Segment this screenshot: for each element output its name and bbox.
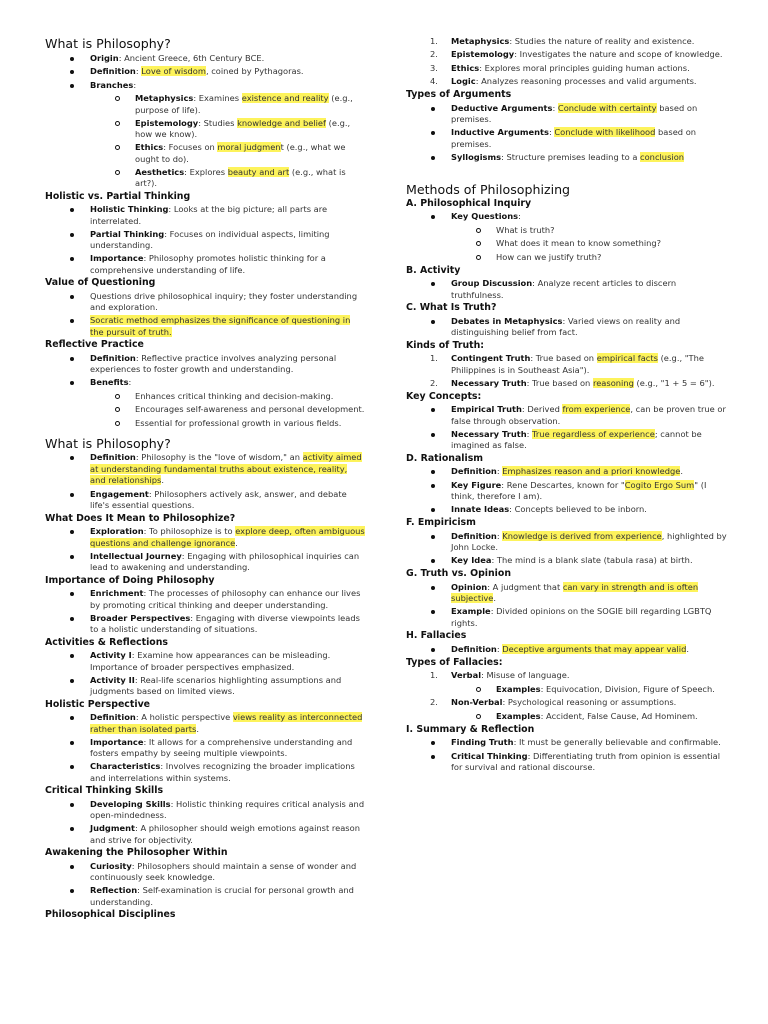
- list-item: [451, 555, 728, 567]
- item-label: Definition: [451, 643, 497, 654]
- item-text-after: .: [235, 537, 238, 548]
- item-text: : It must be generally believable and confirmable.: [513, 737, 721, 747]
- item-text: : True based on: [530, 353, 597, 363]
- list-item: [451, 531, 728, 554]
- highlighted-text: beauty and art: [227, 166, 290, 177]
- list-item: [90, 737, 365, 760]
- item-label: Reflection: [90, 885, 138, 895]
- item-text: : Differentiating truth from opinion is essential for survival and rational discourse.: [451, 750, 721, 772]
- item-text: :: [135, 66, 142, 76]
- item-label: Importance: [90, 736, 144, 747]
- item-text-after: .: [196, 723, 199, 734]
- item-label: Opinion: [451, 581, 488, 592]
- item-text: : Psychological reasoning or assumptions.: [502, 697, 677, 707]
- item-label: Branches: [90, 79, 134, 90]
- item-text: : Involves recognizing the broader implications and interrelations within systems.: [90, 761, 355, 783]
- item-label: Aesthetics: [135, 166, 185, 177]
- item-label: Definition: [451, 466, 497, 476]
- sub-list-item: [496, 711, 728, 723]
- item-text: : A judgment that: [487, 581, 563, 592]
- section-title: Methods of Philosophizing: [406, 181, 571, 197]
- section-heading: Types of Arguments: [406, 89, 512, 100]
- sub-list-item: [135, 93, 365, 116]
- item-text: : Concepts believed to be inborn.: [509, 504, 647, 514]
- list-item: [90, 315, 365, 338]
- item-text: : Derived: [521, 404, 563, 414]
- item-label: Definition: [90, 712, 136, 722]
- item-text: : A philosopher should weigh emotions against reason and strive for objectivity.: [90, 823, 360, 845]
- item-text: : Explores: [184, 166, 228, 177]
- highlighted-text: True regardless of experience: [532, 428, 655, 439]
- item-text: :: [548, 127, 555, 137]
- item-label: Holistic Thinking: [90, 204, 169, 214]
- item-text-after: (e.g., "The Philippines is in Southeast Asia").: [451, 353, 704, 375]
- numbered-item: [430, 49, 728, 61]
- item-text: : A holistic perspective: [135, 712, 233, 722]
- item-text: : Divided opinions on the SOGIE bill regarding LGBTQ rights.: [451, 606, 712, 628]
- list-item: [451, 429, 728, 452]
- numbered-item: [430, 697, 728, 709]
- item-label: Metaphysics: [451, 35, 510, 46]
- item-label: Exploration: [90, 526, 144, 536]
- list-item: [451, 751, 728, 774]
- highlighted-text: Socratic method emphasizes the significance of questioning in the pursuit of truth.: [90, 315, 351, 337]
- numbered-item: [430, 377, 728, 390]
- item-label: Origin: [90, 52, 119, 63]
- item-text-after: (e.g., purpose of life).: [135, 93, 353, 115]
- item-label: Example: [451, 606, 491, 616]
- list-item: [90, 885, 365, 908]
- sub-list-item: [496, 225, 728, 237]
- item-label: Key Idea: [451, 555, 492, 565]
- item-label: Activity I: [90, 650, 132, 660]
- section-heading: C. What Is Truth?: [406, 302, 497, 313]
- section-title: What is Philosophy?: [45, 435, 171, 451]
- section-heading: Importance of Doing Philosophy: [45, 574, 215, 586]
- section-heading: H. Fallacies: [406, 630, 467, 641]
- item-label: Verbal: [451, 670, 482, 680]
- item-text-after: based on premises.: [451, 102, 698, 124]
- item-label: Developing Skills: [90, 798, 171, 809]
- item-label: Innate Ideas: [451, 504, 510, 514]
- item-label: Non-Verbal: [451, 697, 503, 707]
- list-item: [90, 229, 365, 252]
- list-item: [90, 489, 365, 512]
- item-text: : To philosophize is to: [143, 526, 236, 536]
- highlighted-text: from experience: [562, 404, 631, 414]
- highlighted-text: reasoning: [592, 377, 634, 388]
- item-text-after: , can be proven true or false through observation.: [451, 404, 726, 426]
- section-heading: Value of Questioning: [45, 277, 156, 288]
- numbered-item: [430, 62, 728, 75]
- section-heading: Awakening the Philosopher Within: [45, 847, 228, 858]
- item-text: :: [526, 428, 533, 439]
- item-text: Encourages self-awareness and personal development.: [135, 404, 365, 414]
- list-item: [451, 278, 728, 301]
- list-item: [451, 127, 728, 150]
- section-heading: Key Concepts:: [406, 390, 482, 402]
- item-text-after: .: [680, 466, 683, 476]
- item-text-after: , highlighted by John Locke.: [451, 530, 727, 552]
- highlighted-text: activity aimed at understanding fundamental truths about existence, reality, and relationships: [90, 452, 362, 485]
- item-label: Importance: [90, 253, 144, 263]
- list-item: [451, 152, 728, 164]
- list-item: [90, 861, 365, 884]
- item-label: Debates in Metaphysics: [451, 315, 563, 326]
- list-item: [451, 103, 728, 126]
- list-item: [90, 377, 365, 389]
- item-number: 2.: [430, 49, 438, 59]
- item-text: : Misuse of language.: [481, 670, 570, 680]
- list-item: [90, 712, 365, 735]
- section-heading: A. Philosophical Inquiry: [406, 197, 532, 209]
- item-text: :: [496, 643, 503, 654]
- item-label: Key Questions: [451, 211, 519, 221]
- item-text-after: .: [686, 643, 690, 654]
- item-text-after: .: [493, 593, 497, 603]
- highlighted-text: Emphasizes reason and a priori knowledge: [502, 466, 681, 476]
- item-text: : Holistic thinking requires critical analysis and open-mindedness.: [90, 798, 365, 820]
- item-label: Deductive Arguments: [451, 102, 553, 113]
- item-text: : Reflective practice involves analyzing personal experiences to foster growth and understanding.: [90, 352, 337, 374]
- highlighted-text: existence and reality: [241, 93, 329, 103]
- list-item: [90, 675, 365, 698]
- item-label: Epistemology: [135, 117, 199, 128]
- item-label: Benefits: [90, 377, 129, 387]
- item-text: : Accident, False Cause, Ad Hominem.: [540, 710, 698, 721]
- item-label: Engagement: [90, 488, 149, 499]
- list-item: [90, 253, 365, 276]
- section-heading: Holistic Perspective: [45, 698, 151, 710]
- section-heading: Kinds of Truth:: [406, 339, 485, 351]
- item-text-after: ; cannot be imagined as false.: [451, 428, 702, 450]
- highlighted-text: Conclude with certainty: [557, 102, 657, 113]
- item-label: Contingent Truth: [451, 353, 531, 363]
- item-label: Intellectual Journey: [90, 550, 182, 561]
- sub-list-item: [135, 118, 365, 141]
- section-heading: I. Summary & Reflection: [406, 723, 535, 735]
- item-text: : Focuses on: [163, 142, 218, 152]
- item-text-after: " (I think, therefore I am).: [451, 479, 707, 501]
- item-text: : Explores moral principles guiding human actions.: [479, 62, 690, 73]
- list-item: [451, 606, 728, 629]
- list-item: [451, 466, 728, 478]
- item-text: : Rene Descartes, known for ": [501, 479, 625, 490]
- highlighted-text: moral judgmen: [217, 142, 281, 152]
- item-text: : Real-life scenarios highlighting assumptions and judgments based on limited views.: [90, 674, 342, 696]
- item-label: Examples: [496, 683, 541, 694]
- list-item: [90, 650, 365, 673]
- item-label: Critical Thinking: [451, 750, 528, 761]
- item-label: Finding Truth: [451, 737, 514, 747]
- list-item: [451, 644, 728, 656]
- item-text: : Examines: [193, 93, 242, 103]
- sub-list-item: [135, 418, 365, 430]
- item-text: :: [552, 102, 558, 113]
- section-heading: Reflective Practice: [45, 339, 144, 350]
- item-label: Necessary Truth: [451, 377, 527, 388]
- highlighted-text: knowledge and belief: [237, 117, 326, 128]
- section-heading: Types of Fallacies:: [406, 656, 503, 668]
- item-label: Inductive Arguments: [451, 127, 549, 137]
- list-item: [90, 761, 365, 784]
- item-label: Broader Perspectives: [90, 612, 191, 623]
- list-item: [451, 504, 728, 516]
- highlighted-text: Deceptive arguments that may appear valid: [502, 643, 687, 654]
- highlighted-text: conclusion: [640, 151, 685, 162]
- item-text-after: , coined by Pythagoras.: [205, 66, 304, 76]
- list-item: [90, 551, 365, 574]
- item-label: Judgment: [90, 823, 136, 833]
- item-text: : Philosophy is the "love of wisdom," an: [135, 452, 303, 462]
- section-heading: D. Rationalism: [406, 452, 484, 464]
- section-heading: Activities & Reflections: [45, 636, 169, 648]
- item-text: : Studies: [198, 117, 238, 128]
- highlighted-text: empirical facts: [596, 353, 658, 363]
- item-text: : Equivocation, Division, Figure of Speech.: [540, 683, 715, 694]
- item-label: Metaphysics: [135, 93, 194, 103]
- item-number: 1.: [430, 35, 438, 46]
- item-text: : Focuses on individual aspects, limiting understanding.: [90, 228, 330, 250]
- list-item: [451, 316, 728, 339]
- highlighted-text: explore deep, often ambiguous questions and challenge ignorance: [90, 526, 365, 548]
- item-text: :: [518, 211, 521, 221]
- list-item: [451, 211, 728, 223]
- section-heading: B. Activity: [406, 264, 461, 276]
- section-heading: Critical Thinking Skills: [45, 785, 164, 796]
- list-item: [90, 204, 365, 227]
- sub-list-item: [496, 252, 728, 264]
- highlighted-text: views reality as interconnected rather than isolated parts: [90, 712, 363, 734]
- item-text: :: [496, 530, 503, 541]
- item-text: : Varied views on reality and distinguishing belief from fact.: [451, 315, 681, 337]
- item-label: Key Figure: [451, 479, 502, 490]
- item-text: : Analyze recent articles to discern truthfulness.: [451, 278, 677, 300]
- section-heading: F. Empiricism: [406, 517, 476, 528]
- item-label: Ethics: [451, 62, 480, 73]
- highlighted-text: Knowledge is derived from experience: [502, 530, 662, 541]
- item-text: : Studies the nature of reality and existence.: [509, 35, 695, 46]
- item-label: Curiosity: [90, 860, 132, 871]
- section-heading: Philosophical Disciplines: [45, 909, 176, 920]
- item-text-after: .: [161, 475, 164, 485]
- item-label: Necessary Truth: [451, 428, 527, 439]
- list-item: [90, 823, 365, 846]
- item-label: Definition: [90, 352, 136, 363]
- sub-list-item: [135, 167, 365, 190]
- numbered-item: [430, 353, 728, 376]
- item-label: Group Discussion: [451, 278, 533, 288]
- item-text: : Engaging with philosophical inquiries can lead to awakening and understanding.: [90, 550, 360, 572]
- item-text: Questions drive philosophical inquiry; they foster understanding and exploration.: [90, 290, 358, 312]
- list-item: [90, 799, 365, 822]
- section-heading: What Does It Mean to Philosophize?: [45, 512, 236, 524]
- item-text: : Philosophers should maintain a sense of wonder and continuously seek knowledge.: [90, 860, 357, 882]
- item-label: Empirical Truth: [451, 404, 522, 414]
- list-item: [90, 80, 365, 92]
- item-text: : Engaging with diverse viewpoints leads to a holistic understanding of situations.: [90, 612, 360, 634]
- item-label: Examples: [496, 710, 541, 721]
- item-text: Essential for professional growth in various fields.: [135, 417, 342, 428]
- list-item: [451, 737, 728, 749]
- item-text: : It allows for a comprehensive understanding and fosters empathy by seeing multiple viewpoints.: [90, 736, 353, 758]
- item-text: : Structure premises leading to a: [501, 151, 641, 162]
- item-text: :: [133, 79, 137, 90]
- item-text: Enhances critical thinking and decision-making.: [135, 390, 334, 401]
- list-item: [90, 588, 365, 611]
- item-label: Ethics: [135, 142, 164, 152]
- list-item: [90, 526, 365, 549]
- item-text: : The mind is a blank slate (tabula rasa) at birth.: [491, 555, 693, 565]
- list-item: [451, 480, 728, 503]
- item-text-after: t (e.g., what we ought to do).: [135, 142, 346, 164]
- sub-list-item: [496, 684, 728, 696]
- list-item: [90, 53, 365, 65]
- item-text-after: (e.g., what is art?).: [135, 166, 346, 188]
- item-number: 2.: [430, 697, 438, 707]
- item-text-after: (e.g., "1 + 5 = 6").: [633, 377, 715, 388]
- item-text: How can we justify truth?: [496, 251, 602, 262]
- item-number: 2.: [430, 377, 438, 388]
- item-text: : Philosophers actively ask, answer, and debate life's essential questions.: [90, 488, 347, 510]
- item-label: Enrichment: [90, 588, 144, 598]
- sub-list-item: [135, 404, 365, 416]
- item-text: What is truth?: [496, 224, 555, 235]
- item-text-after: based on premises.: [451, 127, 697, 149]
- item-number: 4.: [430, 76, 438, 86]
- item-text: : True based on: [526, 377, 593, 388]
- item-text: : Self-examination is crucial for personal growth and understanding.: [90, 885, 354, 907]
- list-item: [90, 613, 365, 636]
- item-text: : Investigates the nature and scope of knowledge.: [514, 49, 723, 59]
- item-label: Syllogisms: [451, 151, 502, 162]
- highlighted-text: Cogito Ergo Sum: [624, 479, 695, 490]
- item-text: : Analyzes reasoning processes and valid arguments.: [475, 76, 697, 86]
- item-label: Partial Thinking: [90, 228, 165, 239]
- numbered-item: [430, 35, 728, 48]
- section-heading: Holistic vs. Partial Thinking: [45, 190, 191, 202]
- highlighted-text: Conclude with likelihood: [554, 127, 656, 137]
- item-text: :: [496, 466, 503, 476]
- sub-list-item: [135, 142, 365, 165]
- item-text: What does it mean to know something?: [496, 238, 662, 248]
- numbered-item: [430, 76, 728, 88]
- sub-list-item: [496, 238, 728, 250]
- item-label: Definition: [90, 452, 136, 462]
- list-item: [90, 66, 365, 78]
- item-label: Logic: [451, 76, 476, 86]
- item-text: : Looks at the big picture; all parts are interrelated.: [90, 204, 328, 226]
- item-text: :: [128, 377, 132, 387]
- item-label: Activity II: [90, 674, 135, 685]
- list-item: [90, 353, 365, 376]
- list-item: [90, 452, 365, 487]
- item-number: 3.: [430, 62, 438, 73]
- section-heading: G. Truth vs. Opinion: [406, 568, 512, 579]
- item-label: Definition: [451, 530, 497, 541]
- list-item: [451, 404, 728, 427]
- item-text-after: (e.g., how we know).: [135, 117, 351, 139]
- item-label: Characteristics: [90, 761, 161, 771]
- highlighted-text: can vary in strength and is often subjective: [451, 581, 699, 603]
- item-label: Epistemology: [451, 49, 515, 59]
- highlighted-text: Love of wisdom: [141, 66, 206, 76]
- item-label: Definition: [90, 66, 136, 76]
- section-title: What is Philosophy?: [45, 36, 171, 51]
- item-text: : Philosophy promotes holistic thinking for a comprehensive understanding of life.: [90, 253, 326, 275]
- item-text: : Ancient Greece, 6th Century BCE.: [118, 52, 265, 63]
- list-item: [451, 582, 728, 605]
- item-text: : The processes of philosophy can enhance our lives by promoting critical thinking and deeper understanding.: [90, 588, 361, 610]
- numbered-item: [430, 670, 728, 682]
- item-number: 1.: [430, 353, 438, 363]
- item-text: : Examine how appearances can be misleading. Importance of broader perspectives emphasized.: [90, 650, 331, 672]
- sub-list-item: [135, 391, 365, 403]
- list-item: [90, 291, 365, 314]
- item-number: 1.: [430, 670, 438, 680]
